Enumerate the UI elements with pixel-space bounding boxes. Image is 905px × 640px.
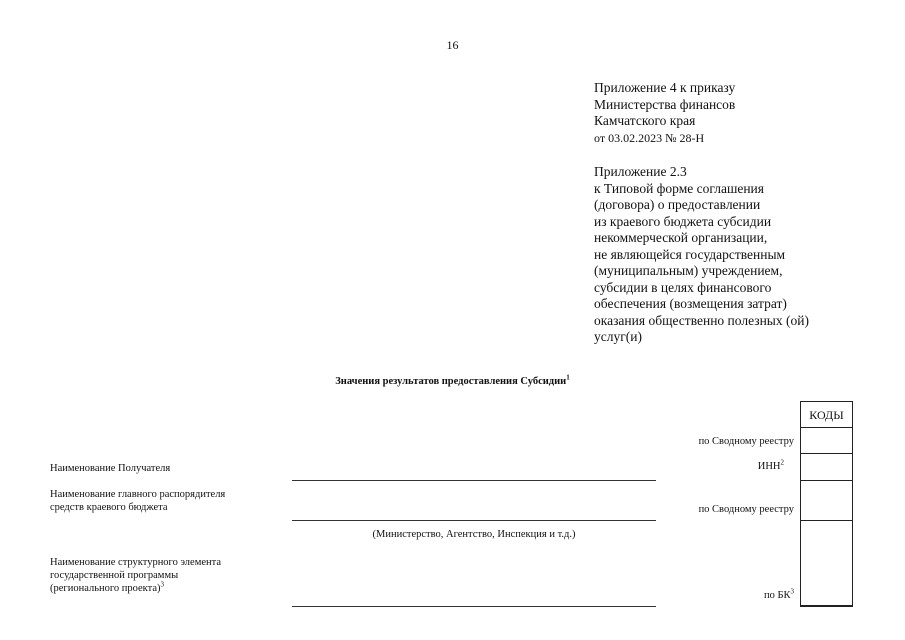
annex-form-line: некоммерческой организации, xyxy=(594,230,768,245)
code-cell-svod-2[interactable] xyxy=(800,481,853,521)
annex-form-line: не являющейся государственным xyxy=(594,246,786,262)
annex-order-line: Приложение 4 к приказу xyxy=(594,80,736,95)
footnote-mark: 3 xyxy=(790,587,794,596)
svod-reestr-label: по Сводному реестру xyxy=(698,436,794,447)
code-cell-svod-1[interactable] xyxy=(800,428,853,454)
code-cell-inn[interactable] xyxy=(800,454,853,481)
bk-label-text: по БК xyxy=(763,590,791,601)
structural-element-label-text: (регионального проекта) xyxy=(50,583,161,594)
chief-administrator-label-line: средств краевого бюджета xyxy=(50,502,168,513)
annex-order-line: Министерства финансов xyxy=(594,96,736,112)
annex-form-block xyxy=(594,164,809,346)
inn-label-text: ИНН xyxy=(757,461,781,472)
bk-label xyxy=(644,589,794,602)
annex-form-line: обеспечения (возмещения затрат) xyxy=(594,296,787,311)
inn-label xyxy=(634,460,784,473)
annex-form-line: субсидии в целях финансового xyxy=(594,279,772,295)
recipient-name-line[interactable] xyxy=(292,480,656,481)
footnote-mark: 2 xyxy=(780,458,784,467)
annex-form-line: (муниципальным) учреждением, xyxy=(594,263,783,278)
footnote-mark: 3 xyxy=(160,580,165,589)
annex-order-block xyxy=(594,80,735,146)
codes-column xyxy=(800,401,853,607)
annex-form-line: Приложение 2.3 xyxy=(594,164,687,179)
structural-element-name-line[interactable] xyxy=(292,606,656,607)
structural-element-label-line: Наименование структурного элемента xyxy=(50,557,221,568)
footnote-mark: 1 xyxy=(566,373,570,382)
chief-administrator-label-line: Наименование главного распорядителя xyxy=(50,489,226,500)
code-cell-bk[interactable] xyxy=(800,521,853,607)
annex-form-line: к Типовой форме соглашения xyxy=(594,180,764,196)
svod-reestr-label-2: по Сводному реестру xyxy=(698,504,794,515)
ministry-hint: (Министерство, Агентство, Инспекция и т.д.) xyxy=(372,529,576,540)
annex-form-line: оказания общественно полезных (ой) xyxy=(594,312,809,328)
structural-element-label-line xyxy=(50,582,221,595)
chief-administrator-name-line[interactable] xyxy=(292,520,656,521)
form-title xyxy=(0,373,905,387)
page-number: 16 xyxy=(446,38,459,52)
annex-form-line: услуг(и) xyxy=(594,329,642,344)
structural-element-label-line: государственной программы xyxy=(50,570,179,581)
form-title-text: Значения результатов предоставления Субсидии xyxy=(335,376,567,387)
codes-header: КОДЫ xyxy=(800,401,853,428)
annex-form-line: из краевого бюджета субсидии xyxy=(594,213,772,229)
structural-element-label xyxy=(50,556,221,595)
annex-order-line: Камчатского края xyxy=(594,113,696,128)
annex-form-line: (договора) о предоставлении xyxy=(594,197,761,212)
annex-order-date: от 03.02.2023 № 28-Н xyxy=(594,130,705,145)
recipient-label: Наименование Получателя xyxy=(50,463,171,474)
chief-administrator-label xyxy=(50,488,225,514)
